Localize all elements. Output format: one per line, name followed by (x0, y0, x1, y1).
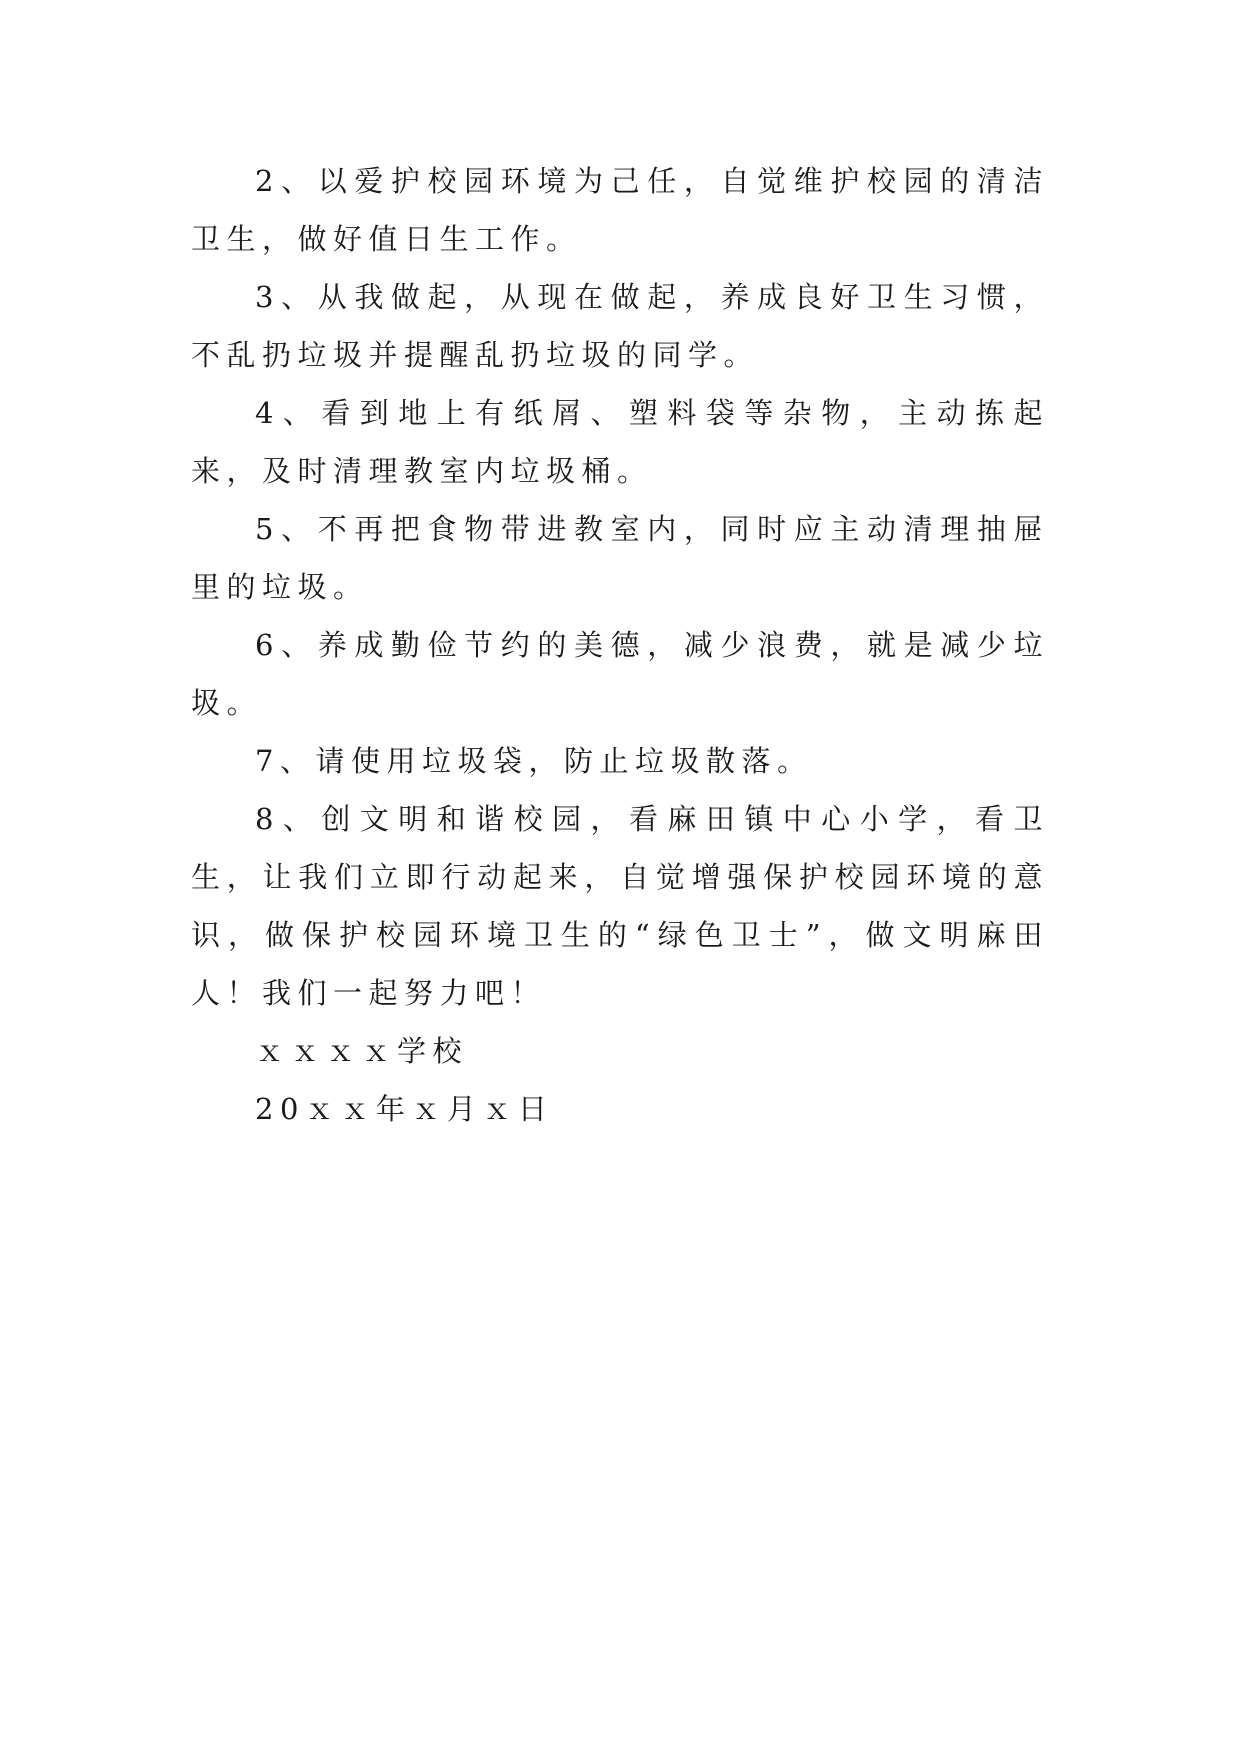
paragraph-item-4: 4、看到地上有纸屑、塑料袋等杂物，主动拣起来，及时清理教室内垃圾桶。 (191, 396, 1049, 488)
document-body (191, 152, 1049, 1138)
signature-date: 20ｘｘ年ｘ月ｘ日 (255, 1092, 554, 1126)
signature-school: ｘｘｘｘ学校 (255, 1034, 469, 1068)
paragraph-item-7: 7、请使用垃圾袋，防止垃圾散落。 (255, 744, 813, 778)
paragraph-item-5: 5、不再把食物带进教室内，同时应主动清理抽屉里的垃圾。 (191, 512, 1049, 604)
paragraph-item-3: 3、从我做起，从现在做起，养成良好卫生习惯，不乱扔垃圾并提醒乱扔垃圾的同学。 (191, 280, 1049, 372)
paragraph-item-6: 6、养成勤俭节约的美德，减少浪费，就是减少垃圾。 (191, 628, 1049, 720)
paragraph-item-8: 8、创文明和谐校园，看麻田镇中心小学，看卫生，让我们立即行动起来，自觉增强保护校园环境的意识，做保护校园环境卫生的“绿色卫士”，做文明麻田人！我们一起努力吧！ (191, 802, 1049, 1010)
paragraph-item-2: 2、以爱护校园环境为己任，自觉维护校园的清洁卫生，做好值日生工作。 (191, 164, 1049, 256)
